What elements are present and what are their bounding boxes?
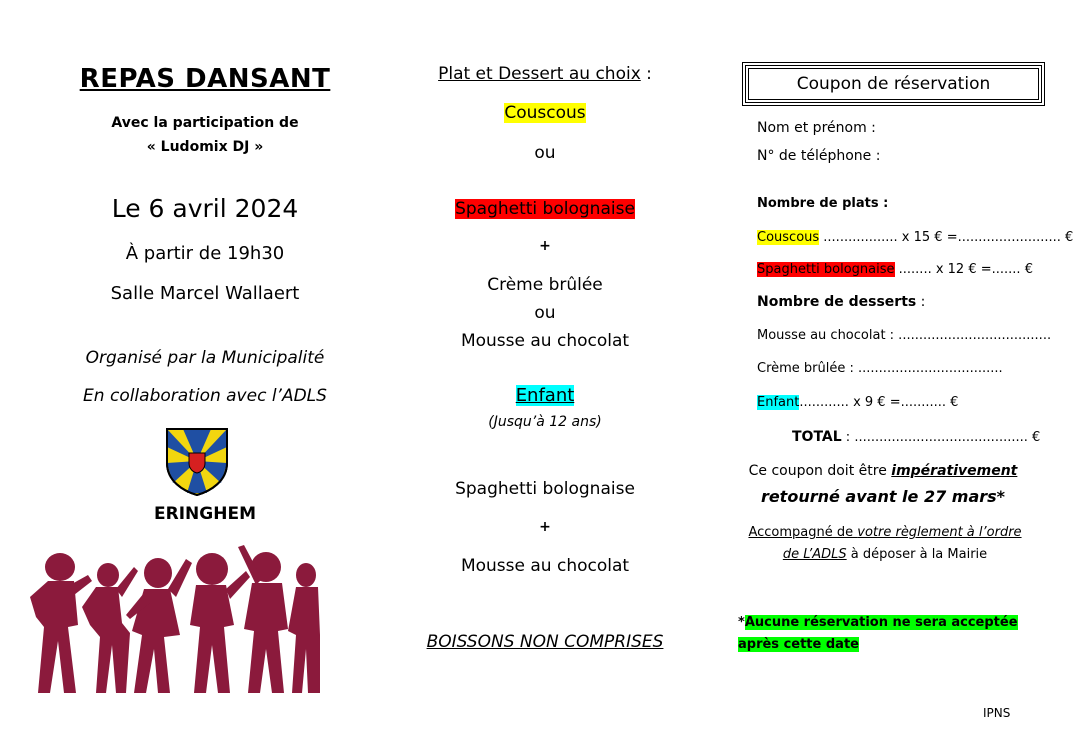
- warning-star: *: [738, 615, 745, 630]
- menu-or-1: ou: [534, 143, 556, 163]
- event-date: Le 6 avril 2024: [111, 194, 299, 223]
- warning-line1: Aucune réservation ne sera acceptée: [744, 615, 1018, 630]
- event-venue: Salle Marcel Wallaert: [110, 283, 300, 304]
- deadline-notice-pre: Ce coupon doit être: [748, 463, 892, 479]
- dancers-silhouette-icon: [30, 545, 320, 695]
- collaboration: En collaboration avec l’ADLS: [83, 386, 327, 406]
- enfant-order-label: Enfant: [757, 395, 800, 410]
- total-label: TOTAL: [792, 429, 842, 445]
- plates-heading: [757, 196, 888, 211]
- couscous-label: Couscous: [504, 103, 586, 123]
- participation-line2: « Ludomix DJ »: [146, 139, 264, 155]
- menu-dessert-creme: Crème brûlée: [487, 275, 603, 295]
- name-field-label: Nom et prénom :: [757, 120, 876, 136]
- child-label: Enfant: [515, 385, 575, 406]
- mousse-order-line: Mousse au chocolat : .....................................: [757, 328, 1052, 343]
- menu-heading: [380, 64, 710, 84]
- organizer: Organisé par la Municipalité: [85, 348, 325, 368]
- menu-child-heading: [380, 385, 710, 406]
- menu-child-dessert: Mousse au chocolat: [460, 556, 630, 576]
- menu-heading-text: Plat et Dessert au choix: [438, 64, 641, 84]
- coupon-title: Coupon de réservation: [796, 74, 991, 94]
- couscous-order-line: [757, 230, 1073, 245]
- ipns-mark: IPNS: [983, 706, 1011, 720]
- desserts-colon: :: [916, 294, 926, 310]
- town-name: ERINGHEM: [154, 504, 256, 524]
- desserts-heading: [757, 294, 925, 310]
- payment-line2-emph: de L’ADLS: [782, 547, 847, 562]
- menu-child-age: (Jusqu’à 12 ans): [488, 414, 602, 430]
- coupon-title-box: [742, 62, 1045, 106]
- payment-emph: votre règlement à l’ordre: [857, 525, 1022, 540]
- payment-line2: [730, 547, 1040, 562]
- deadline-notice-emph: impérativement: [891, 463, 1018, 479]
- total-line: [792, 429, 1040, 445]
- menu-plus-2: +: [539, 519, 551, 535]
- spaghetti-label: Spaghetti bolognaise: [455, 199, 635, 219]
- menu-or-2: ou: [534, 303, 556, 323]
- payment-pre: Accompagné de: [748, 525, 858, 540]
- menu-child-dish: Spaghetti bolognaise: [455, 479, 635, 499]
- payment-line2-rest: à déposer à la Mairie: [846, 547, 988, 562]
- enfant-order-line: [757, 395, 958, 410]
- deadline-notice-line2: retourné avant le 27 mars*: [760, 487, 1006, 506]
- menu-heading-suffix: :: [640, 64, 652, 84]
- spaghetti-order-price: ........ x 12 € =....... €: [894, 262, 1033, 277]
- payment-line1: [730, 525, 1040, 540]
- eringhem-coat-of-arms-icon: [165, 427, 229, 497]
- event-title: REPAS DANSANT: [79, 64, 331, 94]
- spaghetti-order-label: Spaghetti bolognaise: [757, 262, 895, 277]
- plates-label: Nombre de plats: [757, 196, 879, 211]
- couscous-order-price: .................. x 15 € =......................... €: [819, 230, 1074, 245]
- total-rest: : .......................................... €: [841, 430, 1041, 445]
- desserts-label: Nombre de desserts: [757, 294, 917, 310]
- menu-dish-spaghetti: [380, 199, 710, 219]
- menu-dessert-mousse: Mousse au chocolat: [460, 331, 630, 351]
- enfant-order-price: ............ x 9 € =........... €: [799, 395, 959, 410]
- plates-colon: :: [878, 196, 889, 211]
- spaghetti-order-line: [757, 262, 1033, 277]
- phone-field-label: N° de téléphone :: [757, 148, 881, 164]
- no-reservation-warning: [738, 612, 1018, 656]
- creme-order-line: Crème brûlée : ...................................: [757, 361, 1003, 376]
- event-time: À partir de 19h30: [125, 243, 285, 264]
- couscous-order-label: Couscous: [757, 230, 820, 245]
- deadline-notice-line1: [738, 463, 1028, 479]
- warning-line2: après cette date: [738, 637, 859, 652]
- menu-plus-1: +: [539, 238, 551, 254]
- participation-line1: Avec la participation de: [111, 115, 299, 131]
- menu-dish-couscous: [380, 103, 710, 123]
- drinks-notice: BOISSONS NON COMPRISES: [426, 632, 664, 652]
